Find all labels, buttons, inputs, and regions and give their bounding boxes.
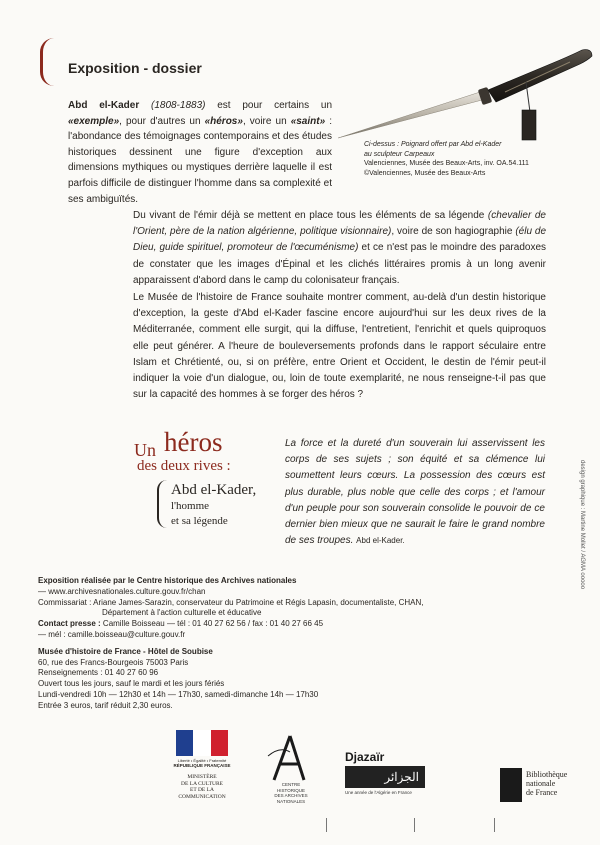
bnf-line-2: nationale [526, 779, 556, 788]
contact-label: Contact presse : [38, 619, 101, 629]
p1-text-c: , voire de son hagiographie [391, 226, 516, 238]
chan-a-icon [260, 732, 320, 782]
caption-line-3: Valenciennes, Musée des Beaux-Arts, inv. OA.54.111 [364, 160, 529, 168]
contact-email[interactable]: — mél : camille.boisseau@culture.gouv.fr [38, 629, 186, 639]
museum-title: Musée d'histoire de France - Hôtel de Soubise [38, 646, 213, 656]
contact-text: Camille Boisseau — tél : 01 40 27 62 56 / fax : 01 40 27 66 45 [100, 619, 324, 629]
expo-title: Exposition réalisée par le Centre historique des Archives nationales [38, 576, 297, 585]
section-title: Exposition - dossier [68, 60, 202, 76]
crop-mark [326, 818, 327, 832]
bnf-line-3: de France [526, 788, 558, 797]
design-credit: design graphique : Martine Mollet / AGMA ooooo [579, 460, 585, 590]
djazair-arabic: الجزائر [345, 766, 425, 788]
intro-paragraph [68, 98, 332, 207]
intro-dates: (1808-1883) [150, 100, 206, 111]
chan-line-3: DES ARCHIVES [274, 793, 308, 798]
chan-line-1: CENTRE [281, 782, 301, 787]
commissariat-line-2: Département à l'action culturelle et éducative [102, 608, 262, 618]
rf-flag-icon [176, 730, 228, 756]
caption-line-4: ©Valenciennes, Musée des Beaux-Arts [364, 169, 486, 177]
djazair-subtitle: Une année de l'Algérie en France [345, 790, 412, 795]
museum-address: 60, rue des Francs-Bourgeois 75003 Paris [38, 657, 189, 667]
ministry-line-1: MINISTÈRE [187, 774, 217, 780]
expo-url[interactable]: — www.archivesnationales.culture.gouv.fr/chan [38, 586, 206, 596]
ministry-line-3: ET DE LA [189, 787, 215, 794]
commissariat-line-1: Commissariat : Ariane James-Sarazin, conservateur du Patrimoine et Régis Lapasin, documentaliste, CHAN, [38, 597, 424, 607]
bnf-mark-icon [500, 768, 522, 802]
intro-text-2: , pour d'autres un [119, 115, 205, 127]
opening-hours: Lundi-vendredi 10h — 12h30 et 14h — 17h30, samedi-dimanche 14h — 17h30 [38, 689, 319, 699]
p1-italic-d: (élu de Dieu, guide spirituel, promoteur de l'œcuménisme) [133, 226, 547, 254]
chan-name [266, 782, 316, 804]
subtitle-line-1: l'homme [171, 500, 210, 512]
museum-phone: Renseignements : 01 40 27 60 96 [38, 668, 159, 678]
intro-heros: «héros» [204, 115, 243, 127]
rf-motto: Liberté • Égalité • Fraternité [177, 758, 227, 763]
intro-saint: «saint» [290, 115, 326, 127]
quote-text: La force et la dureté d'un souverain lui asservissent les corps de ses sujets ; son équité et sa clémence lui soumettent leurs cœurs. La possession des cœurs est plus durable, plus noble que celle des corps ; et l'amour d'un peuple pour son souverain consolide le pouvoir de ce dernier bien mieux que ne saurait le faire le grand nombre de ses troupes. [285, 438, 545, 547]
ministry-line-4: COMMUNICATION [178, 793, 226, 800]
bnf-name [526, 770, 567, 797]
info-block [38, 576, 458, 712]
caption-line-2: au sculpteur Carpeaux [364, 150, 435, 158]
main-paragraph-2: Le Musée de l'histoire de France souhaite montrer comment, au-delà d'un destin historique d'exception, la geste d'Abd el-Kader fascine encore aujourd'hui sur les deux rives de la Méditerranée, comment elle surgit, qui la diffuse, l'entretient, l'enrichit et quels quiproquos elle peut générer. A l'heure de bouleversements profonds dans le rapport séculaire entre Islam et Chrétienté, ou, si on préfère, entre Orient et Occident, le destin de l'émir peut-il indiquer la voie d'un dialogue, ou, loin de toute exemplarité, ne nous renseigne-t-il pas que sur la capacité des hommes à se forger des héros ? [133, 292, 546, 401]
heros-un: Un [134, 440, 156, 460]
caption-line-1: Ci-dessus : Poignard offert par Abd el-Kader [364, 141, 502, 148]
opening-days: Ouvert tous les jours, sauf le mardi et les jours fériés [38, 679, 225, 689]
intro-text-1: est pour certains un [205, 100, 333, 111]
entry-price: Entrée 3 euros, tarif réduit 2,30 euros. [38, 700, 173, 710]
title-bracket [40, 38, 54, 86]
subtitle-bracket [157, 480, 167, 528]
chan-line-4: NATIONALES [276, 798, 306, 804]
ministry-line-2: DE LA CULTURE [181, 780, 223, 787]
ministry-name [170, 774, 234, 800]
dagger-image [330, 30, 600, 145]
p1-text-a: Du vivant de l'émir déjà se mettent en place tous les éléments de sa légende [133, 210, 488, 221]
p1-italic-b: (chevalier de l'Orient, père de la nation algérienne, politique visionnaire) [133, 210, 546, 238]
intro-text-3: , voire un [242, 115, 291, 127]
djazair-title: Djazaïr [345, 750, 385, 764]
main-paragraph-1 [133, 208, 546, 289]
contact-line [38, 619, 458, 630]
chan-line-2: HISTORIQUE [277, 787, 305, 793]
bnf-logo [500, 768, 590, 808]
djazair-logo [345, 750, 475, 810]
subtitle-line-2: et sa légende [171, 515, 228, 527]
rf-name: RÉPUBLIQUE FRANÇAISE [173, 763, 231, 768]
p1-text-e: et ce n'est pas le moindre des paradoxes de constater que les images d'Épinal et les clichés littéraires promis à un long avenir apparaissent d'abord dans le camp du colonisateur français. [133, 242, 547, 286]
ministry-logo [170, 730, 234, 810]
intro-exemple: «exemple» [68, 115, 120, 127]
main-text [133, 208, 546, 404]
subtitle-name: Abd el-Kader, [171, 482, 257, 498]
chan-logo [260, 732, 320, 808]
quote-attribution: Abd el-Kader. [356, 536, 405, 546]
intro-text-4: : l'abondance des témoignages contemporains et des études historiques dessinent une figure d'exception aux dimensions mythiques ou mystiques derrière laquelle il est parfois difficile de distinguer l'homme dans sa complexité et ses ambiguïtés. [68, 115, 332, 205]
heros-rives: des deux rives : [137, 458, 231, 474]
crop-mark [414, 818, 415, 832]
image-caption [364, 140, 564, 178]
crop-mark [494, 818, 495, 832]
bnf-line-1: Bibliothèque [526, 770, 568, 779]
heros-word: héros [164, 427, 223, 457]
intro-name: Abd el-Kader [68, 100, 140, 111]
quote [285, 436, 545, 549]
